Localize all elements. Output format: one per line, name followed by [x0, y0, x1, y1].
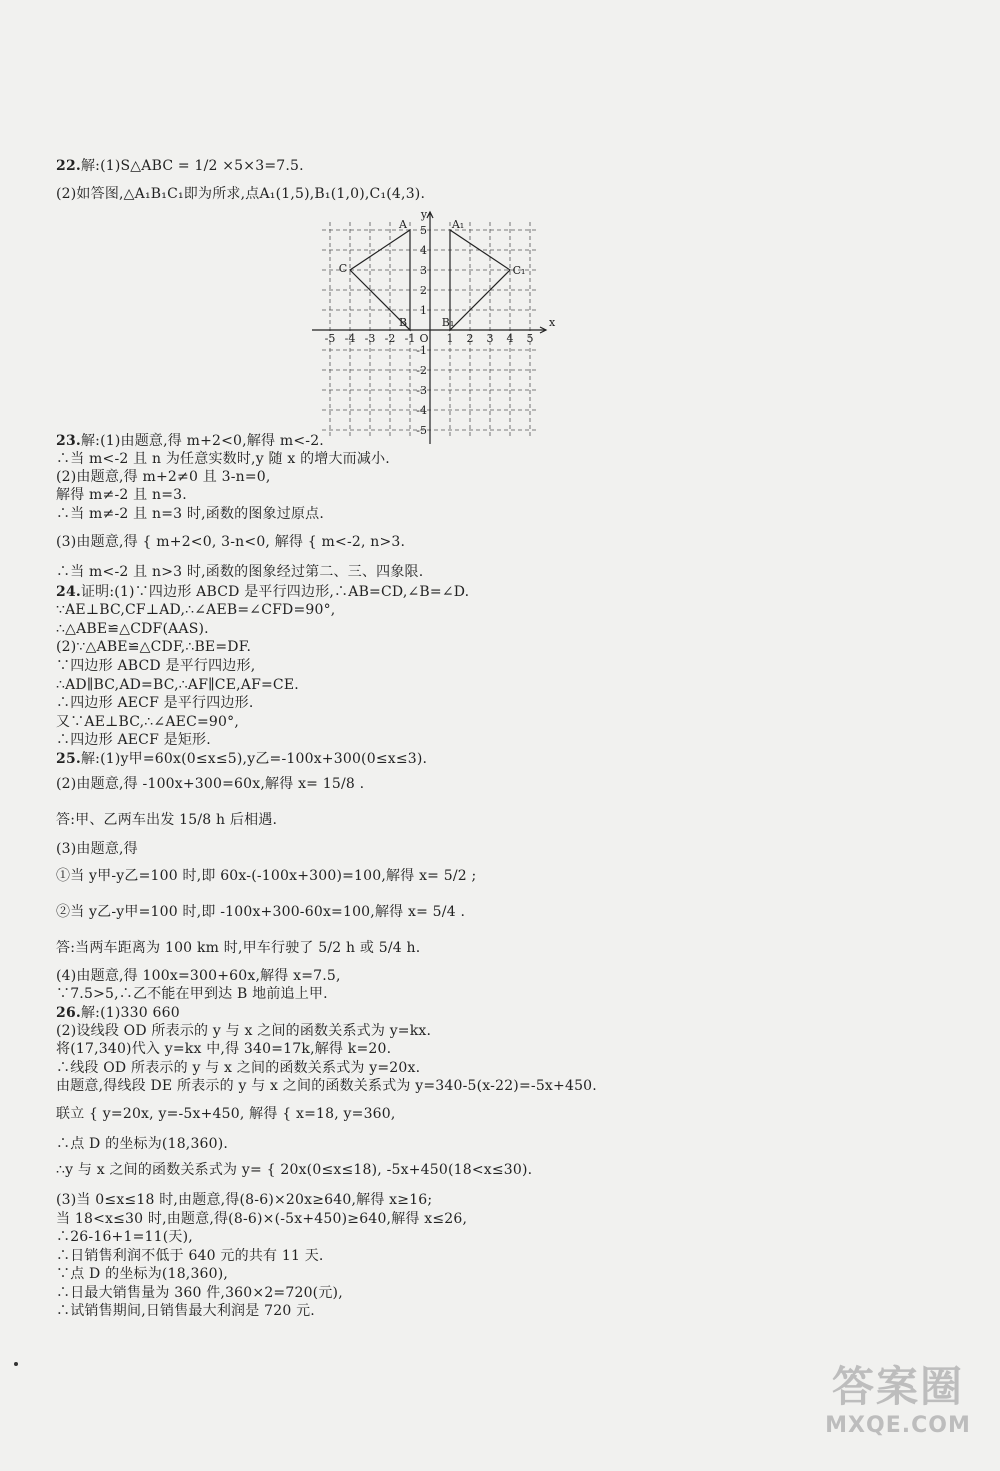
y-tick-label: -1 — [416, 344, 427, 357]
x-tick-label: -5 — [324, 332, 336, 345]
line-24-4: (2)∵△ABE≌△CDF,∴BE=DF. — [56, 639, 252, 655]
line-25-8: (4)由题意,得 100x=300+60x,解得 x=7.5, — [56, 968, 341, 984]
triangle-abc — [350, 230, 410, 330]
x-tick-label: 5 — [526, 332, 534, 345]
x-tick-label: 1 — [446, 332, 454, 345]
x-tick-label: -4 — [344, 332, 356, 345]
x-tick-label: 2 — [466, 332, 474, 345]
line-26-11: ∴26-16+1=11(天), — [56, 1229, 193, 1245]
line-25-4: (3)由题意,得 — [56, 841, 138, 857]
vertex-label-b: B — [398, 316, 408, 329]
line-25-3: 答:甲、乙两车出发 15/8 h 后相遇. — [56, 812, 278, 828]
y-tick-label: -3 — [416, 384, 427, 397]
y-tick-label: -5 — [416, 424, 427, 437]
stray-dot — [14, 1362, 18, 1366]
line-26-4: ∴线段 OD 所表示的 y 与 x 之间的函数关系式为 y=20x. — [56, 1060, 421, 1076]
line-24-7: ∴四边形 AECF 是平行四边形. — [56, 695, 254, 711]
line-26-5: 由题意,得线段 DE 所表示的 y 与 x 之间的函数关系式为 y=340-5(x-22)=-5x+450. — [56, 1078, 597, 1094]
y-tick-label: -2 — [416, 364, 427, 377]
line-26-2: (2)设线段 OD 所表示的 y 与 x 之间的函数关系式为 y=kx. — [56, 1023, 432, 1039]
line-22-2: (2)如答图,△A₁B₁C₁即为所求,点A₁(1,5),B₁(1,0),C₁(4,3). — [56, 186, 426, 202]
line-23-4: 解得 m≠-2 且 n=3. — [56, 487, 187, 503]
line-25-1: 25.解:(1)y甲=60x(0≤x≤5),y乙=-100x+300(0≤x≤3). — [56, 751, 428, 767]
line-26-13: ∵点 D 的坐标为(18,360), — [56, 1266, 229, 1282]
line-23-7: ∴当 m<-2 且 n>3 时,函数的图象经过第二、三、四象限. — [56, 564, 424, 580]
line-25-5: ①当 y甲-y乙=100 时,即 60x-(-100x+300)=100,解得 x= 5/2 ; — [56, 868, 477, 884]
x-tick-label: -1 — [404, 332, 416, 345]
question-number: 23. — [56, 433, 81, 449]
watermark-title: 答案圈 — [831, 1362, 964, 1411]
triangle-a1b1c1 — [450, 230, 510, 330]
line-24-2: ∵AE⊥BC,CF⊥AD,∴∠AEB=∠CFD=90°, — [56, 602, 336, 618]
coordinate-graph — [318, 198, 558, 437]
y-tick-label: 2 — [420, 284, 427, 297]
y-tick-label: 3 — [420, 264, 427, 277]
question-number: 22. — [56, 158, 81, 174]
line-23-2: ∴当 m<-2 且 n 为任意实数时,y 随 x 的增大而减小. — [56, 451, 390, 467]
vertex-label-c: C — [338, 262, 348, 275]
y-tick-label: -4 — [416, 404, 427, 417]
line-23-5: ∴当 m≠-2 且 n=3 时,函数的图象过原点. — [56, 506, 324, 522]
y-tick-label: 4 — [420, 244, 427, 257]
question-number: 26. — [56, 1005, 81, 1021]
y-axis-label: y — [420, 208, 428, 221]
line-24-6: ∴AD∥BC,AD=BC,∴AF∥CE,AF=CE. — [56, 677, 299, 693]
y-tick-label: 5 — [420, 224, 427, 237]
line-26-12: ∴日销售利润不低于 640 元的共有 11 天. — [56, 1248, 324, 1264]
watermark — [818, 1361, 978, 1461]
line-26-7: ∴点 D 的坐标为(18,360). — [56, 1136, 229, 1152]
vertex-label-a: A — [399, 218, 407, 231]
x-tick-label: 4 — [506, 332, 514, 345]
line-26-3: 将(17,340)代入 y=kx 中,得 340=17k,解得 k=20. — [56, 1041, 392, 1057]
question-number: 24. — [56, 584, 81, 600]
line-26-14: ∴日最大销售量为 360 件,360×2=720(元), — [56, 1285, 343, 1301]
line-26-6: 联立 { y=20x, y=-5x+450, 解得 { x=18, y=360, — [56, 1106, 396, 1122]
x-axis-label: x — [549, 316, 556, 329]
x-tick-label: -3 — [364, 332, 376, 345]
line-24-1: 24.证明:(1)∵四边形 ABCD 是平行四边形,∴AB=CD,∠B=∠D. — [56, 584, 470, 600]
line-25-9: ∵7.5>5,∴乙不能在甲到达 B 地前追上甲. — [56, 986, 328, 1002]
line-24-8: 又∵AE⊥BC,∴∠AEC=90°, — [56, 714, 239, 730]
x-tick-label: 3 — [486, 332, 494, 345]
line-26-1: 26.解:(1)330 660 — [56, 1005, 180, 1021]
line-24-3: ∴△ABE≌△CDF(AAS). — [56, 621, 209, 637]
line-26-10: 当 18<x≤30 时,由题意,得(8-6)×(-5x+450)≥640,解得 x≤26, — [56, 1211, 468, 1227]
line-26-15: ∴试销售期间,日销售最大利润是 720 元. — [56, 1303, 315, 1319]
vertex-label-b1: B₁ — [441, 316, 455, 329]
line-24-9: ∴四边形 AECF 是矩形. — [56, 732, 211, 748]
line-24-5: ∵四边形 ABCD 是平行四边形, — [56, 658, 256, 674]
line-25-7: 答:当两车距离为 100 km 时,甲车行驶了 5/2 h 或 5/4 h. — [56, 940, 421, 956]
origin-label: O — [419, 332, 429, 345]
vertex-label-c1: C₁ — [512, 264, 526, 277]
x-tick-label: -2 — [384, 332, 396, 345]
y-tick-label: 1 — [420, 304, 427, 317]
line-26-8: ∴y 与 x 之间的函数关系式为 y= { 20x(0≤x≤18), -5x+450(18<x≤30). — [56, 1162, 533, 1178]
line-25-6: ②当 y乙-y甲=100 时,即 -100x+300-60x=100,解得 x= 5/4 . — [56, 904, 466, 920]
line-26-9: (3)当 0≤x≤18 时,由题意,得(8-6)×20x≥640,解得 x≥16; — [56, 1192, 433, 1208]
line-25-2: (2)由题意,得 -100x+300=60x,解得 x= 15/8 . — [56, 776, 365, 792]
line-23-6: (3)由题意,得 { m+2<0, 3-n<0, 解得 { m<-2, n>3. — [56, 534, 406, 550]
vertex-label-a1: A₁ — [451, 218, 465, 231]
line-23-1: 23.解:(1)由题意,得 m+2<0,解得 m<-2. — [56, 433, 324, 449]
question-number: 25. — [56, 751, 81, 767]
watermark-url: MXQE.COM — [825, 1413, 971, 1438]
line-22-1: 22.解:(1)S△ABC = 1/2 ×5×3=7.5. — [56, 158, 304, 174]
line-23-3: (2)由题意,得 m+2≠0 且 3-n=0, — [56, 469, 271, 485]
